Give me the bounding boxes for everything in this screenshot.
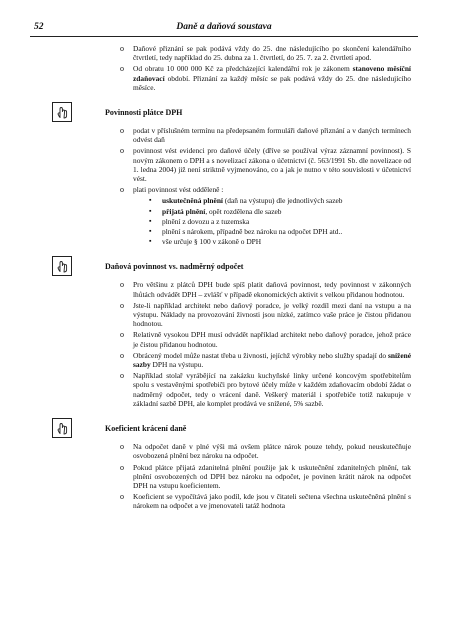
list-item bbox=[0, 44, 449, 62]
list-item bbox=[0, 371, 449, 408]
sub-list-item bbox=[0, 207, 449, 216]
running-title: Daně a daňová soustava bbox=[176, 22, 272, 32]
sub-list-item bbox=[0, 227, 449, 236]
bold-text: přijatá plnění bbox=[162, 206, 206, 216]
bullet-marker-icon: o bbox=[120, 492, 124, 502]
list-item-text: Koeficient se vypočítává jako podíl, kde jsou v čitateli sečtena všechna uskutečněná plnění s nárokem na odpočet a ve jmenovateli tatáž hodnota bbox=[133, 492, 411, 511]
bullet-marker-icon: o bbox=[120, 350, 124, 360]
section-title: Povinnosti plátce DPH bbox=[105, 108, 183, 118]
list-item-text: přijatá plnění, opět rozdělena dle sazeb bbox=[162, 206, 282, 216]
list-item bbox=[0, 492, 449, 510]
list-item-text: Daňové přiznání se pak podává vždy do 25. dne následujícího po skončení kalendářního čtvrtletí, tedy například do 25. dubna za 1. čtvrtletí, do 25. 7. za 2. čtvrtletí apod. bbox=[133, 44, 411, 63]
bullet-marker-icon: o bbox=[120, 146, 124, 156]
list-item bbox=[0, 463, 449, 491]
sub-list-item bbox=[0, 217, 449, 226]
list-item bbox=[0, 185, 449, 194]
list-item-text: plnění s nárokem, případně bez nároku na odpočet DPH atd.. bbox=[162, 227, 343, 237]
list-item bbox=[0, 280, 449, 298]
list-item-text: Pro většinu z plátců DPH bude spíš platit daňová povinnost, tedy povinnost v zákonných lhůtách odvádět DPH – zvlášť v případě ekonomických aktivit s velkou přidanou hodnotou. bbox=[133, 280, 411, 299]
pointing-hand-icon bbox=[52, 256, 72, 276]
list-item-text: vše určuje § 100 v zákoně o DPH bbox=[162, 237, 262, 247]
square-bullet-icon: ▪ bbox=[149, 206, 152, 215]
list-item-text: Na odpočet daně v plné výši má ovšem plátce nárok pouze tehdy, pokud neuskutečňuje osvobozená plnění bez nároku na odpočet. bbox=[133, 442, 411, 461]
pointing-hand-icon bbox=[52, 418, 72, 438]
list-item bbox=[0, 442, 449, 460]
list-item bbox=[0, 351, 449, 369]
bullet-marker-icon: o bbox=[120, 64, 124, 74]
list-item-text: uskutečněná plnění (daň na výstupu) dle jednotlivých sazeb bbox=[162, 196, 343, 206]
page-content bbox=[0, 44, 449, 513]
list-item-text: plnění z dovozu a z tuzemska bbox=[162, 216, 250, 226]
section-heading bbox=[0, 256, 449, 278]
square-bullet-icon: ▪ bbox=[149, 227, 152, 236]
list-item-text: podat v příslušném termínu na předepsaném formuláři daňové přiznání a v daných termínech odvést daň bbox=[133, 126, 411, 145]
bullet-marker-icon: o bbox=[120, 330, 124, 340]
list-item-text: Relativně vysokou DPH musí odvádět například architekt nebo daňový poradce, jehož práce je čistou přidanou hodnotou. bbox=[133, 330, 411, 349]
list-item bbox=[0, 126, 449, 144]
bold-text: uskutečněná plnění bbox=[162, 196, 223, 206]
section-body bbox=[0, 126, 449, 246]
list-item bbox=[0, 146, 449, 183]
sub-list-item bbox=[0, 237, 449, 246]
bold-text: snížené sazby bbox=[133, 350, 411, 370]
section-body bbox=[0, 280, 449, 408]
list-item bbox=[0, 64, 449, 92]
sub-list-item bbox=[0, 196, 449, 205]
list-item-text: povinnost vést evidenci pro daňové účely (dříve se používal výraz záznamní povinnost). S novým zákonem o DPH a s novelizací zákona o účetnictví (č. 563/1991 Sb. dle novelizace od 1. ledna 2004) již není striktně vyjmenováno, co a jak je nutno v této souvislosti v účetnictví vést. bbox=[133, 146, 411, 184]
bold-text: stanoveno měsíční zdaňovací bbox=[133, 64, 411, 83]
section-heading bbox=[0, 418, 449, 440]
list-item-text: Pokud plátce přijatá zdanitelná plnění použije jak k uskutečnění zdanitelných plnění, tak plnění osvobozených od DPH bez nároku na odpočet, je povinen krátit nárok na odpočet DPH na vstupu koeficientem. bbox=[133, 462, 411, 490]
list-item-text: Jste-li například architekt nebo daňový poradce, je velký rozdíl mezi daní na vstupu a na výstupu. Náklady na provozování živnosti jsou nízké, zatímco vaše práce je čistou přidanou hodnotou. bbox=[133, 300, 411, 329]
section-heading bbox=[0, 102, 449, 124]
square-bullet-icon: ▪ bbox=[149, 196, 152, 205]
bullet-marker-icon: o bbox=[120, 280, 124, 290]
section-title: Daňová povinnost vs. nadměrný odpočet bbox=[105, 262, 244, 272]
page-number: 52 bbox=[34, 22, 44, 32]
list-item-text: Od obratu 10 000 000 Kč za předcházející kalendářní rok je zákonem stanoveno měsíční zdaňovací období. Přiznání za každý měsíc se pak podává vždy do 25. dne následujícího měsíce. bbox=[133, 64, 411, 92]
pointing-hand-icon bbox=[52, 102, 72, 122]
square-bullet-icon: ▪ bbox=[149, 237, 152, 246]
list-item-text: Obrácený model může nastat třeba u živnosti, jejíchž výrobky nebo služby spadají do snížené sazby DPH na výstupu. bbox=[133, 350, 411, 370]
list-item-text: plati povinnost vést odděleně : bbox=[133, 185, 224, 195]
bullet-marker-icon: o bbox=[120, 442, 124, 452]
bullet-marker-icon: o bbox=[120, 462, 124, 472]
bullet-marker-icon: o bbox=[120, 44, 124, 53]
bullet-marker-icon: o bbox=[120, 126, 124, 136]
square-bullet-icon: ▪ bbox=[149, 216, 152, 225]
page-header bbox=[30, 22, 418, 37]
list-item bbox=[0, 330, 449, 348]
section-body bbox=[0, 442, 449, 510]
list-item-text: Například stolař vyrábějící na zakázku kuchyňské linky určené koncovým spotřebitelům spolu s vestavěnými spotřebiči pro bytové účely může v každém zdaňovacím období žádat o nadměrný odpočet, tedy o vrácení daně. Veškerý materiál i spotřebiče totiž nakupuje v základní sazbě DPH, ale komplet prodává ve snížené, 5% sazbě. bbox=[133, 371, 411, 408]
bullet-marker-icon: o bbox=[120, 371, 124, 381]
bullet-marker-icon: o bbox=[120, 185, 124, 195]
list-item bbox=[0, 301, 449, 329]
section-title: Koeficient krácení daně bbox=[105, 424, 187, 434]
bullet-marker-icon: o bbox=[120, 300, 124, 310]
